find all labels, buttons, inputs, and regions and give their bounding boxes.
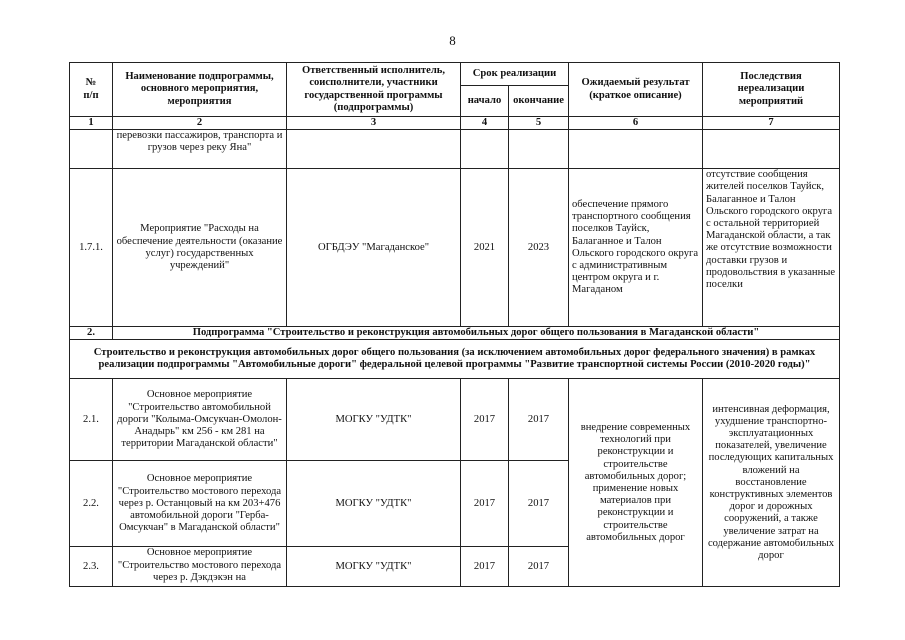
subtitle-row — [70, 340, 840, 379]
row-name: Основное мероприятие "Строительство автомобильной дороги "Колыма-Омсукчан-Омолон-Анадырь" км 256 - км 281 на территории Магаданской области" — [113, 379, 287, 461]
row-name: Основное мероприятие "Строительство мостового перехода через р. Дэкдэкэн на — [113, 547, 287, 587]
section-number: 2. — [70, 327, 113, 340]
header-row-1 — [70, 63, 840, 86]
row-number: 2.3. — [70, 547, 113, 587]
subtitle: Строительство и реконструкция автомобильных дорог общего пользования (за исключением автомобильных дорог федерального значения) в рамках реализации подпрограммы "Автомобильные дороги" федеральной целевой программы "Развитие транспортной системы России (2010-2020 годы)" — [70, 340, 840, 379]
section-title: Подпрограмма "Строительство и реконструкция автомобильных дорог общего пользования в Магаданской области" — [113, 327, 840, 340]
section-row — [70, 327, 840, 340]
header-name: Наименование подпрограммы, основного мероприятия, мероприятия — [113, 63, 287, 117]
column-number: 3 — [287, 117, 461, 130]
table-row — [70, 379, 840, 461]
column-number: 4 — [461, 117, 509, 130]
header-end: окончание — [509, 86, 569, 117]
row-start: 2017 — [461, 547, 509, 587]
column-number: 1 — [70, 117, 113, 130]
column-number-row — [70, 117, 840, 130]
row-end: 2017 — [509, 547, 569, 587]
row-executor: МОГКУ "УДТК" — [287, 461, 461, 547]
row-start: 2017 — [461, 461, 509, 547]
row-start: 2017 — [461, 379, 509, 461]
program-table — [69, 62, 840, 587]
row-name: Основное мероприятие "Строительство мостового перехода через р. Останцовый на км 203+476 автомобильной дороги "Герба-Омсукчан" в Магаданской области" — [113, 461, 287, 547]
row-number: 1.7.1. — [70, 169, 113, 327]
row-start: 2021 — [461, 169, 509, 327]
group-consequences: интенсивная деформация, ухудшение транспортно-эксплуатационных показателей, увеличение последующих капитальных вложений на восстановление конструктивных элементов дорог и дорожных сооружений, а также увеличение затрат на содержание автомобильных дорог — [703, 379, 840, 587]
row-number: 2.2. — [70, 461, 113, 547]
row-executor: МОГКУ "УДТК" — [287, 547, 461, 587]
row-consequences: отсутствие сообщения жителей поселков Тауйск, Балаганное и Талон Ольского городского округа с остальной территорией Магаданской области, а так же отсутствие возможности доставки грузов и продовольствия в указанные поселки — [703, 169, 840, 327]
header-executor: Ответственный исполнитель, соисполнители, участники государственной программы (подпрограммы) — [287, 63, 461, 117]
column-number: 7 — [703, 117, 840, 130]
column-number: 6 — [569, 117, 703, 130]
row-end: 2017 — [509, 461, 569, 547]
header-start: начало — [461, 86, 509, 117]
row-end: 2023 — [509, 169, 569, 327]
table-row — [70, 169, 840, 327]
column-number: 2 — [113, 117, 287, 130]
group-result: внедрение современных технологий при реконструкции и строительстве автомобильных дорог; применение новых материалов при реконструкции и строительстве автомобильных дорог — [569, 379, 703, 587]
row-end: 2017 — [509, 379, 569, 461]
header-num: № п/п — [70, 63, 113, 117]
header-result: Ожидаемый результат (краткое описание) — [569, 63, 703, 117]
row-result: обеспечение прямого транспортного сообщения поселков Тауйск, Балаганное и Талон Ольского городского округа с административным центром округа и г. Магаданом — [569, 169, 703, 327]
row-name: Мероприятие "Расходы на обеспечение деятельности (оказание услуг) государственных учреждений" — [113, 169, 287, 327]
column-number: 5 — [509, 117, 569, 130]
row-number: 2.1. — [70, 379, 113, 461]
row-executor: ОГБДЭУ "Магаданское" — [287, 169, 461, 327]
header-consequences: Последствия нереализации мероприятий — [703, 63, 840, 117]
header-term: Срок реализации — [461, 63, 569, 86]
table-row — [70, 130, 840, 169]
row-continuation-name: перевозки пассажиров, транспорта и грузов через реку Яна" — [113, 130, 287, 169]
page-number: 8 — [449, 33, 456, 48]
row-executor: МОГКУ "УДТК" — [287, 379, 461, 461]
